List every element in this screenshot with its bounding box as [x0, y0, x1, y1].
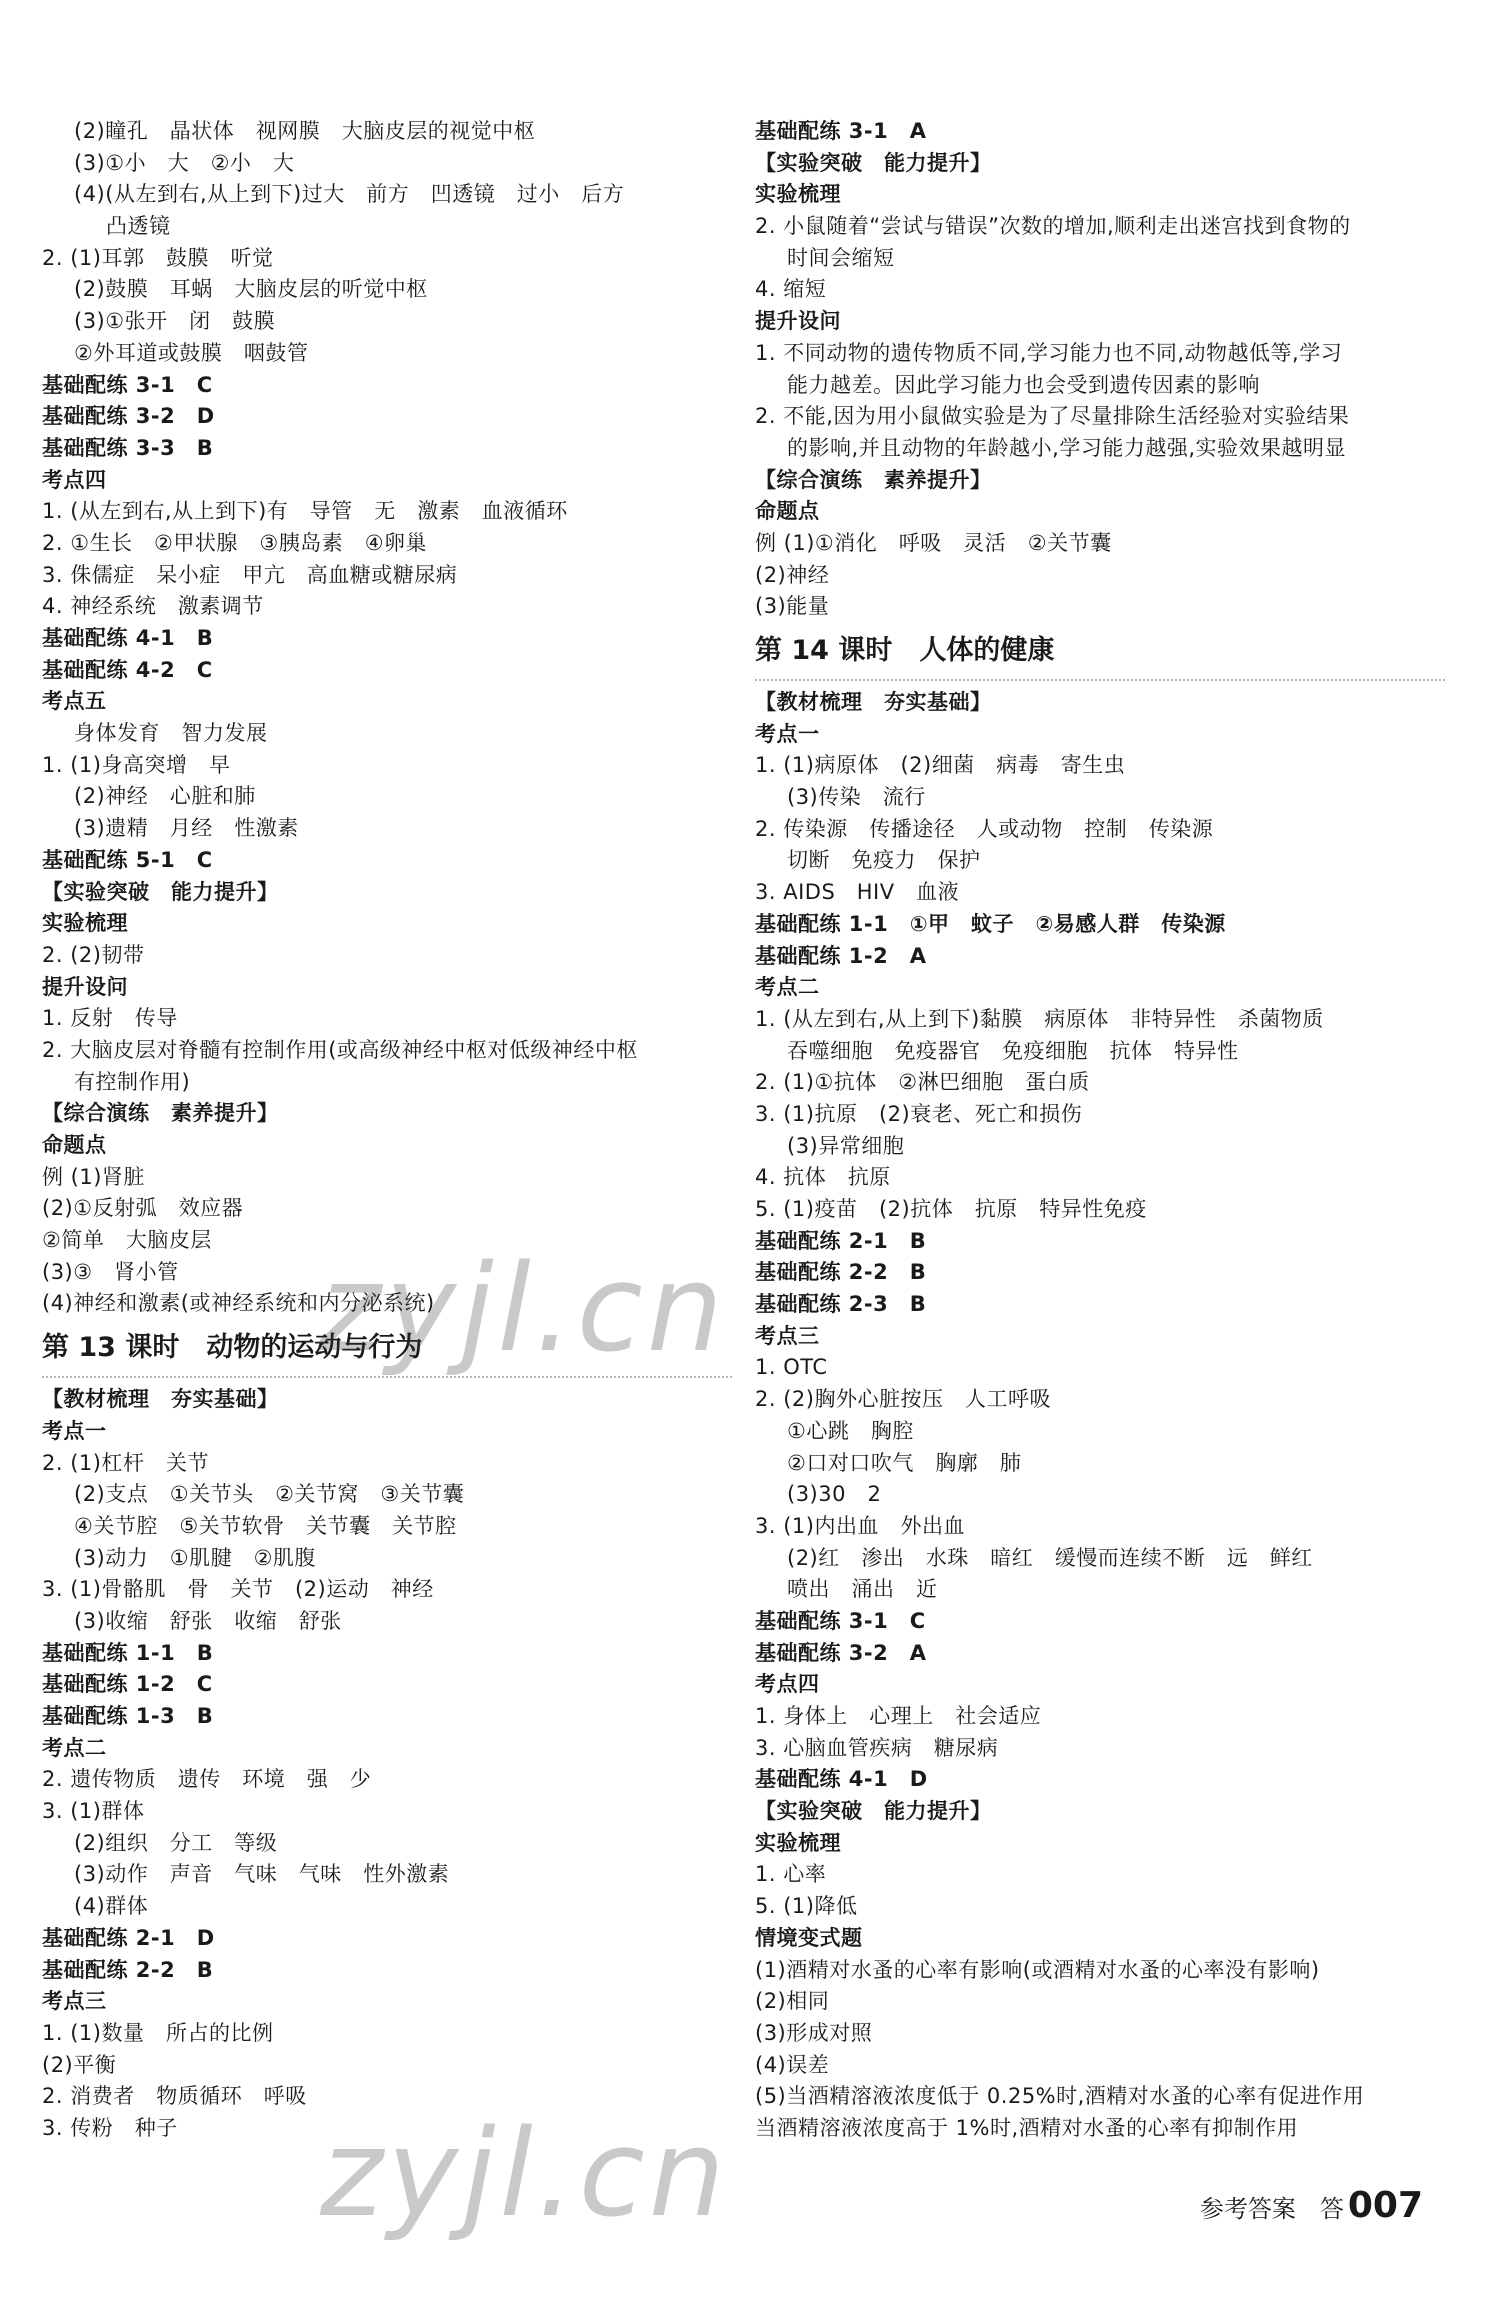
section-label: 基础配练 2-1 D [42, 1925, 215, 1950]
answer-line: 凸透镜 [106, 214, 171, 239]
section-label: 基础配练 2-2 B [755, 1260, 927, 1285]
answer-line: 1. (从左到右,从上到下)黏膜 病原体 非特异性 杀菌物质 [755, 1006, 1324, 1031]
answer-line: (3)收缩 舒张 收缩 舒张 [74, 1608, 342, 1633]
right-column [755, 116, 1445, 2145]
section-label: 【综合演练 素养提升】 [42, 1101, 279, 1126]
page-number: 007 [1347, 2185, 1423, 2226]
watermark: zyjl.cn [318, 1240, 727, 1379]
answer-line: 当酒精溶液浓度高于 1%时,酒精对水蚤的心率有抑制作用 [755, 2115, 1299, 2140]
section-label: 考点二 [42, 1735, 107, 1760]
answer-line: 时间会缩短 [787, 245, 895, 270]
lesson-heading: 第 13 课时 动物的运动与行为 [42, 1320, 732, 1378]
answer-line: 喷出 涌出 近 [787, 1577, 938, 1602]
answer-line: (3)能量 [755, 594, 830, 619]
answer-line: (3)形成对照 [755, 2020, 873, 2045]
answer-line: 能力越差。因此学习能力也会受到遗传因素的影响 [787, 372, 1260, 397]
answer-line: (4)群体 [74, 1894, 149, 1919]
lesson-heading: 第 14 课时 人体的健康 [755, 623, 1445, 681]
answer-line: (3)①小 大 ②小 大 [74, 150, 295, 175]
answer-line: (2)平衡 [42, 2052, 117, 2077]
answer-line: (1)酒精对水蚤的心率有影响(或酒精对水蚤的心率没有影响) [755, 1957, 1320, 1982]
watermark: zyjl.cn [320, 2105, 729, 2244]
left-column [42, 116, 732, 2145]
answer-line: ④关节腔 ⑤关节软骨 关节囊 关节腔 [74, 1513, 457, 1538]
answer-line: 4. 抗体 抗原 [755, 1165, 891, 1190]
answer-line: 2. 传染源 传播途径 人或动物 控制 传染源 [755, 816, 1214, 841]
answer-line: (4)误差 [755, 2052, 830, 2077]
answer-line: 1. 不同动物的遗传物质不同,学习能力也不同,动物越低等,学习 [755, 340, 1343, 365]
section-label: 考点三 [755, 1323, 820, 1348]
answer-line: (3)传染 流行 [787, 785, 926, 810]
answer-line: 2. ①生长 ②甲状腺 ③胰岛素 ④卵巢 [42, 530, 428, 555]
answer-line: 2. 大脑皮层对脊髓有控制作用(或高级神经中枢对低级神经中枢 [42, 1037, 638, 1062]
answer-line: (4)(从左到右,从上到下)过大 前方 凹透镜 过小 后方 [74, 182, 625, 207]
section-label: 基础配练 5-1 C [42, 847, 213, 872]
section-label: 基础配练 1-3 B [42, 1704, 214, 1728]
section-label: 【实验突破 能力提升】 [755, 1799, 992, 1824]
section-label: 考点二 [755, 975, 820, 1000]
answer-line: (3)动力 ①肌腱 ②肌腹 [74, 1545, 316, 1570]
answer-line: 2. 不能,因为用小鼠做实验是为了尽量排除生活经验对实验结果 [755, 404, 1350, 429]
section-label: 【教材梳理 夯实基础】 [42, 1387, 279, 1412]
answer-line: (3)遗精 月经 性激素 [74, 816, 299, 841]
answer-line: 3. (1)内出血 外出血 [755, 1513, 965, 1538]
answer-line: 2. (1)杠杆 关节 [42, 1450, 209, 1475]
answer-line: (2)①反射弧 效应器 [42, 1196, 244, 1221]
answer-line: (2)瞳孔 晶状体 视网膜 大脑皮层的视觉中枢 [74, 119, 536, 143]
answer-line: (3)③ 肾小管 [42, 1259, 179, 1284]
answer-line: 5. (1)降低 [755, 1894, 858, 1919]
answer-line: ①心跳 胸腔 [787, 1418, 914, 1443]
section-label: 命题点 [755, 499, 820, 524]
answer-line: 3. AIDS HIV 血液 [755, 880, 960, 905]
answer-line: (2)组织 分工 等级 [74, 1830, 278, 1855]
answer-line: (2)支点 ①关节头 ②关节窝 ③关节囊 [74, 1482, 465, 1507]
answer-line: (3)30 2 [787, 1482, 882, 1507]
section-label: 考点一 [755, 721, 820, 746]
answer-line: 2. (1)①抗体 ②淋巴细胞 蛋白质 [755, 1070, 1090, 1095]
answer-line: 例 (1)①消化 呼吸 灵活 ②关节囊 [755, 530, 1112, 555]
answer-line: ②口对口吹气 胸廓 肺 [787, 1450, 1022, 1475]
answer-line: (5)当酒精溶液浓度低于 0.25%时,酒精对水蚤的心率有促进作用 [755, 2084, 1365, 2109]
answer-line: 4. 缩短 [755, 277, 827, 302]
answer-line: 例 (1)肾脏 [42, 1164, 145, 1189]
answer-line: 2. (1)耳郭 鼓膜 听觉 [42, 245, 274, 270]
section-label: 基础配练 2-2 B [42, 1957, 214, 1982]
section-label: 【实验突破 能力提升】 [42, 879, 279, 904]
answer-line: 2. 小鼠随着“尝试与错误”次数的增加,顺利走出迷宫找到食物的 [755, 214, 1351, 239]
section-label: 基础配练 1-2 C [42, 1672, 213, 1697]
answer-line: 的影响,并且动物的年龄越小,学习能力越强,实验效果越明显 [787, 435, 1347, 460]
section-label: 基础配练 1-2 A [755, 943, 927, 968]
page-footer [1200, 2185, 1423, 2226]
answer-line: 5. (1)疫苗 (2)抗体 抗原 特异性免疫 [755, 1197, 1147, 1221]
answer-line: 吞噬细胞 免疫器官 免疫细胞 抗体 特异性 [787, 1038, 1239, 1063]
section-label: 提升设问 [755, 309, 841, 334]
answer-line: 1. 反射 传导 [42, 1006, 178, 1031]
answer-line: 2. 消费者 物质循环 呼吸 [42, 2084, 307, 2109]
section-label: 【教材梳理 夯实基础】 [755, 690, 992, 714]
section-label: 考点一 [42, 1418, 107, 1443]
answer-line: 3. (1)抗原 (2)衰老、死亡和损伤 [755, 1101, 1083, 1126]
section-label: 考点三 [42, 1989, 107, 2014]
section-label: 基础配练 3-2 A [755, 1640, 927, 1665]
answer-line: (3)①张开 闭 鼓膜 [74, 309, 276, 334]
answer-line: 1. (1)数量 所占的比例 [42, 2020, 274, 2045]
answer-line: 1. 身体上 心理上 社会适应 [755, 1704, 1042, 1728]
section-label: 基础配练 3-2 D [42, 404, 215, 429]
answer-line: 1. (从左到右,从上到下)有 导管 无 激素 血液循环 [42, 499, 568, 524]
answer-line: 3. (1)群体 [42, 1799, 145, 1824]
answer-line: 身体发育 智力发展 [74, 721, 268, 746]
answer-line: (2)神经 心脏和肺 [74, 784, 256, 809]
answer-line: 1. (1)病原体 (2)细菌 病毒 寄生虫 [755, 753, 1126, 778]
section-label: 【综合演练 素养提升】 [755, 467, 992, 492]
section-label: 基础配练 2-1 B [755, 1228, 927, 1253]
answer-line: 3. (1)骨骼肌 骨 关节 (2)运动 神经 [42, 1577, 434, 1602]
answer-line: 1. 心率 [755, 1862, 827, 1887]
answer-line: 3. 传粉 种子 [42, 2115, 178, 2140]
section-label: 基础配练 3-1 C [42, 372, 213, 397]
section-label: 考点五 [42, 689, 107, 714]
answer-line: 2. (2)胸外心脏按压 人工呼吸 [755, 1387, 1051, 1412]
section-label: 命题点 [42, 1133, 107, 1157]
answer-line: (2)神经 [755, 562, 830, 587]
answer-line: 有控制作用) [74, 1069, 191, 1094]
answer-line: (2)鼓膜 耳蜗 大脑皮层的听觉中枢 [74, 277, 428, 302]
section-label: 基础配练 3-3 B [42, 435, 214, 460]
section-label: 实验梳理 [42, 911, 128, 936]
section-label: 实验梳理 [755, 1830, 841, 1855]
answer-line: 3. 侏儒症 呆小症 甲亢 高血糖或糖尿病 [42, 562, 458, 587]
answer-line: 1. (1)身高突增 早 [42, 752, 231, 777]
answer-line: ②简单 大脑皮层 [42, 1228, 212, 1253]
section-label: 基础配练 4-1 D [755, 1767, 928, 1792]
section-label: 基础配练 1-1 B [42, 1640, 214, 1665]
section-label: 基础配练 3-1 C [755, 1608, 926, 1633]
answer-line: ②外耳道或鼓膜 咽鼓管 [74, 340, 309, 365]
section-label: 基础配练 4-2 C [42, 657, 213, 682]
section-label: 基础配练 2-3 B [755, 1292, 927, 1317]
answer-line: (2)红 渗出 水珠 暗红 缓慢而连续不断 远 鲜红 [787, 1545, 1313, 1570]
section-label: 考点四 [42, 467, 107, 492]
answer-line: 3. 心脑血管疾病 糖尿病 [755, 1735, 999, 1760]
section-label: 提升设问 [42, 974, 128, 999]
answer-line: 2. (2)韧带 [42, 942, 145, 967]
answer-line: (4)神经和激素(或神经系统和内分泌系统) [42, 1291, 435, 1316]
footer-label: 参考答案 答 [1199, 2195, 1344, 2223]
section-label: 考点四 [755, 1672, 820, 1697]
section-label: 实验梳理 [755, 182, 841, 207]
section-label: 基础配练 3-1 A [755, 119, 927, 143]
section-label: 基础配练 1-1 ①甲 蚊子 ②易感人群 传染源 [755, 911, 1226, 936]
answer-line: 2. 遗传物质 遗传 环境 强 少 [42, 1767, 372, 1792]
section-label: 【实验突破 能力提升】 [755, 150, 992, 175]
section-label: 情境变式题 [755, 1925, 863, 1950]
answer-line: (3)动作 声音 气味 气味 性外激素 [74, 1862, 450, 1887]
answer-line: 1. OTC [755, 1355, 828, 1380]
section-label: 基础配练 4-1 B [42, 626, 214, 650]
answer-line: (3)异常细胞 [787, 1133, 905, 1158]
answer-line: 4. 神经系统 激素调节 [42, 594, 264, 619]
answer-line: 切断 免疫力 保护 [787, 848, 981, 873]
answer-line: (2)相同 [755, 1989, 830, 2014]
